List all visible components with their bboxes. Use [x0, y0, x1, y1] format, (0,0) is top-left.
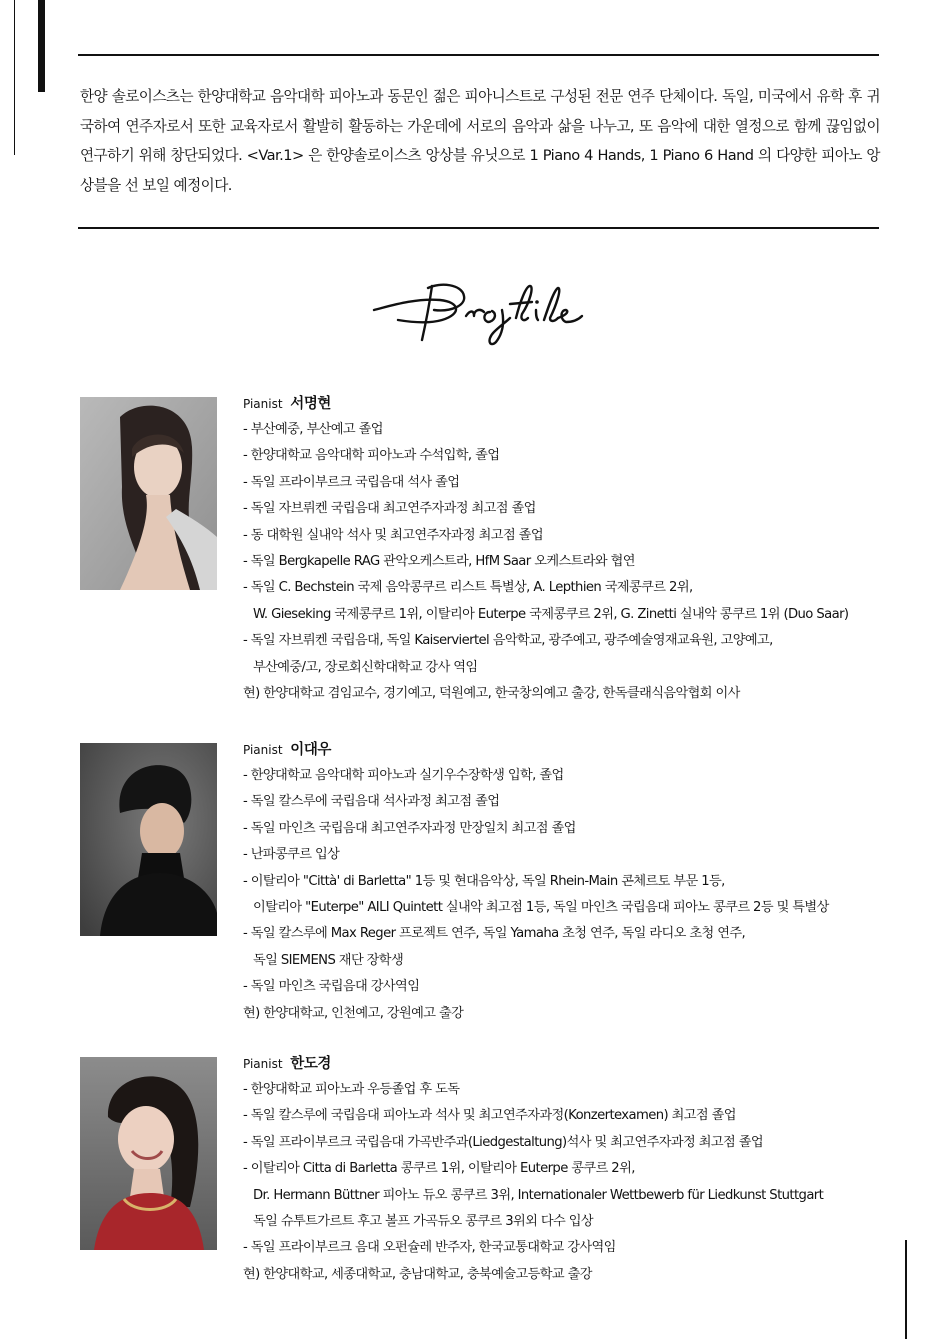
pianist-bio-1 [243, 391, 893, 707]
bio-line: - 동 대학원 실내악 석사 및 최고연주자과정 최고점 졸업 [243, 527, 543, 543]
bio-line: - 한양대학교 음악대학 피아노과 실기우수장학생 입학, 졸업 [243, 768, 564, 783]
bio-line: 현) 한양대학교 겸임교수, 경기예고, 덕원예고, 한국창의예고 출강, 한독클래식음악협회 이사 [243, 686, 740, 702]
top-divider [78, 54, 879, 56]
bio-line: - 부산예중, 부산예고 졸업 [243, 422, 383, 437]
pianist-name: 서명현 [290, 396, 332, 412]
bio-line: - 난파콩쿠르 입상 [243, 847, 340, 863]
bio-line: 부산예중/고, 장로회신학대학교 강사 역임 [253, 659, 478, 675]
bio-line: - 한양대학교 음악대학 피아노과 수석입학, 졸업 [243, 448, 500, 464]
pianist-name-line [243, 737, 893, 763]
bio-line: - 독일 칼스루에 Max Reger 프로젝트 연주, 독일 Yamaha 초청 연주, 독일 라디오 초청 연주, [243, 926, 746, 942]
bio-line: - 독일 자브뤼켄 국립음대, 독일 Kaiserviertel 음악학교, 광주예고, 광주예술영재교육원, 고양예고, [243, 633, 773, 649]
pianist-label: Pianist [243, 743, 283, 757]
pianist-name: 이대우 [290, 742, 332, 758]
intro-text: 한양 솔로이스츠는 한양대학교 음악대학 피아노과 동문인 젊은 피아니스트로 구성된 전문 연주 단체이다. 독일, 미국에서 유학 후 귀국하여 연주자로서 또한 교육자로서 활발히 활동하는 가운데에 서로의 음악과 삶을 나누고, 또 음악에 대한 열정으로 함께 끊임없이 연구하기 위해 창단되었다. <Var.1> 은 한양솔로이스츠 앙상블 유닛으로 1 Piano 4 Hands, 1 Piano 6 Hand 의 다양한 피아노 앙상블을 선 보일 예정이다. [80, 88, 880, 194]
corner-bar-thick [38, 0, 45, 92]
pianist-bio-3 [243, 1051, 893, 1288]
bio-line: - 한양대학교 피아노과 우등졸업 후 도독 [243, 1082, 460, 1097]
bio-line: 현) 한양대학교, 세종대학교, 충남대학교, 충북예술고등학교 출강 [243, 1266, 592, 1282]
profile-script-logo [370, 280, 585, 350]
pianist-name-line [243, 1051, 893, 1077]
bio-line: - 독일 자브뤼켄 국립음대 최고연주자과정 최고점 졸업 [243, 501, 536, 517]
bio-list [243, 417, 893, 707]
pianist-name-line [243, 391, 893, 417]
bio-line: Dr. Hermann Büttner 피아노 듀오 콩쿠르 3위, Internationaler Wettbewerb für Liedkunst Stuttgart [253, 1187, 824, 1203]
bio-line: - 독일 마인츠 국립음대 최고연주자과정 만장일치 최고점 졸업 [243, 820, 576, 836]
bio-list [243, 1077, 893, 1288]
portrait-photo-2 [80, 743, 217, 936]
pianist-label: Pianist [243, 397, 283, 411]
bio-line: W. Gieseking 국제콩쿠르 1위, 이탈리아 Euterpe 국제콩쿠르 2위, G. Zinetti 실내악 콩쿠르 1위 (Duo Saar) [253, 606, 849, 622]
intro-paragraph [80, 82, 880, 200]
bio-line: - 독일 Bergkapelle RAG 관악오케스트라, HfM Saar 오케스트라와 협연 [243, 554, 635, 570]
pianist-label: Pianist [243, 1057, 283, 1071]
bio-line: - 이탈리아 Citta di Barletta 콩쿠르 1위, 이탈리아 Euterpe 콩쿠르 2위, [243, 1161, 635, 1177]
bio-line: - 독일 마인츠 국립음대 강사역임 [243, 979, 420, 995]
portrait-photo-1 [80, 397, 217, 590]
corner-line-right [905, 1240, 907, 1339]
corner-line-left [14, 0, 15, 155]
pianist-bio-2 [243, 737, 893, 1027]
bio-line: - 이탈리아 "Città' di Barletta" 1등 및 현대음악상, 독일 Rhein-Main 콘체르토 부문 1등, [243, 873, 725, 889]
bio-list [243, 763, 893, 1027]
bio-line: 이탈리아 "Euterpe" AILI Quintett 실내악 최고점 1등, 독일 마인츠 국립음대 피아노 콩쿠르 2등 및 특별상 [253, 900, 829, 916]
bio-line: - 독일 칼스루에 국립음대 피아노과 석사 및 최고연주자과정(Konzertexamen) 최고점 졸업 [243, 1108, 736, 1124]
bio-line: - 독일 칼스루에 국립음대 석사과정 최고점 졸업 [243, 794, 500, 810]
bio-line: 현) 한양대학교, 인천예고, 강원예고 출강 [243, 1005, 464, 1021]
bottom-divider [78, 227, 879, 229]
profile-heading [370, 280, 585, 350]
portrait-photo-3 [80, 1057, 217, 1250]
bio-line: - 독일 프라이부르크 국립음대 석사 졸업 [243, 474, 460, 490]
pianist-name: 한도경 [290, 1056, 332, 1072]
bio-line: 독일 슈투트가르트 후고 볼프 가곡듀오 콩쿠르 3위외 다수 입상 [253, 1214, 594, 1230]
bio-line: - 독일 프라이부르크 국립음대 가곡반주과(Liedgestaltung)석사 및 최고연주자과정 최고점 졸업 [243, 1134, 764, 1150]
bio-line: - 독일 프라이부르크 음대 오펀슐레 반주자, 한국교통대학교 강사역임 [243, 1240, 616, 1256]
bio-line: - 독일 C. Bechstein 국제 음악콩쿠르 리스트 특별상, A. Lepthien 국제콩쿠르 2위, [243, 580, 693, 596]
bio-line: 독일 SIEMENS 재단 장학생 [253, 952, 404, 968]
